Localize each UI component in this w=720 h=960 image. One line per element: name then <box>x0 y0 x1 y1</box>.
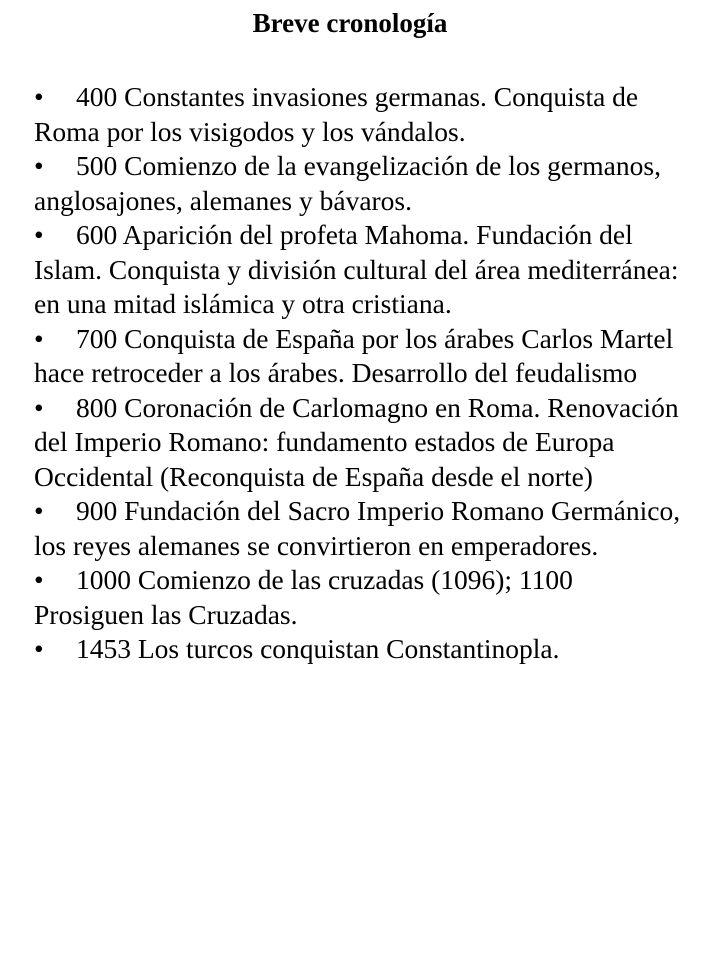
bullet-glyph: • <box>34 633 44 664</box>
chronology-entry <box>34 494 684 563</box>
bullet-glyph: • <box>34 219 44 250</box>
chronology-entry <box>34 218 684 322</box>
chronology-entry <box>34 80 684 149</box>
chronology-entry <box>34 322 684 391</box>
bullet-glyph: • <box>34 564 44 595</box>
chronology-entry <box>34 563 684 632</box>
entry-text: 400 Constantes invasiones germanas. Conquista de Roma por los visigodos y los vándalos. <box>34 81 639 147</box>
bullet-glyph: • <box>34 322 44 354</box>
bullet-glyph: • <box>34 495 44 526</box>
chronology-entry <box>34 632 684 667</box>
entry-text: 1453 Los turcos conquistan Constantinopla. <box>76 633 560 664</box>
bullet-glyph: • <box>34 81 44 112</box>
entry-text: 900 Fundación del Sacro Imperio Romano Germánico, los reyes alemanes se convirtieron en emperadores. <box>34 495 681 561</box>
chronology-entry <box>34 391 684 495</box>
entry-text: 1000 Comienzo de las cruzadas (1096); 1100 Prosiguen las Cruzadas. <box>34 564 573 630</box>
chronology-entry <box>34 149 684 218</box>
entry-text: 500 Comienzo de la evangelización de los germanos, anglosajones, alemanes y bávaros. <box>34 150 661 216</box>
entry-text: 600 Aparición del profeta Mahoma. Fundación del Islam. Conquista y división cultural del área mediterránea: en una mitad islámica y otra cristiana. <box>34 219 679 319</box>
entry-text: 800 Coronación de Carlomagno en Roma. Renovación del Imperio Romano: fundamento estados de Europa Occidental (Reconquista de España desde el norte) <box>34 391 679 492</box>
entry-text: 700 Conquista de España por los árabes Carlos Martel hace retroceder a los árabes. Desarrollo del feudalismo <box>34 322 674 388</box>
chronology-list <box>34 80 684 667</box>
bullet-glyph: • <box>34 391 44 423</box>
document-title: Breve cronología <box>252 8 448 38</box>
bullet-glyph: • <box>34 150 44 181</box>
